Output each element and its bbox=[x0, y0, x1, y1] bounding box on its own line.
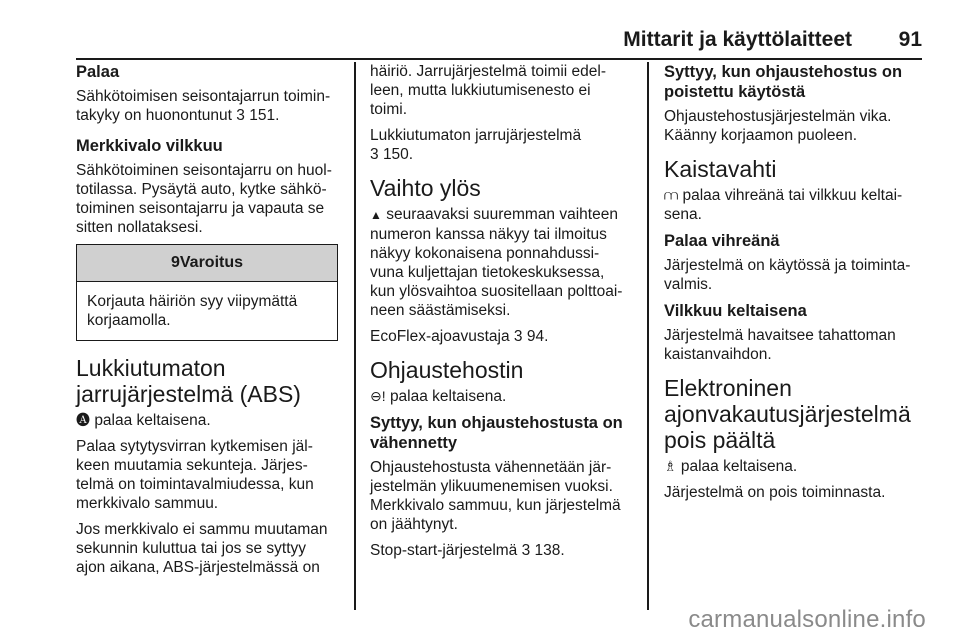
paragraph-poistettu: Ohjaustehostusjärjestelmän vika. Käänny korjaamon puoleen. bbox=[664, 108, 892, 144]
heading-syttyy-vahennetty: Syttyy, kun ohjaustehostusta on vähennetty bbox=[370, 414, 623, 452]
paragraph-palaa: Sähkötoimisen seisontajarrun toimin- takyky on huonontunut 3 151. bbox=[76, 88, 331, 124]
upshift-icon: ▲ bbox=[370, 208, 382, 222]
paragraph-esp: Järjestelmä on pois toiminnasta. bbox=[664, 484, 886, 501]
esp-off-icon: ♗ bbox=[664, 458, 677, 474]
heading-vilkkuu-keltaisena: Vilkkuu keltaisena bbox=[664, 302, 807, 320]
paragraph-ecoflex: EcoFlex-ajoavustaja 3 94. bbox=[370, 328, 549, 345]
page-ref-icon: 3 bbox=[521, 542, 531, 559]
heading-esp-off: Elektroninen ajonvakautusjärjestelmä pois päältä bbox=[664, 375, 911, 453]
heading-abs: Lukkiutumaton jarrujärjestelmä (ABS) bbox=[76, 355, 301, 407]
watermark: carmanualsonline.info bbox=[688, 606, 926, 633]
paragraph-abs-continued: häiriö. Jarrujärjestelmä toimii edel- leen, mutta lukkiutumisenesto ei toimi. bbox=[370, 63, 607, 118]
page-header bbox=[76, 26, 922, 60]
heading-palaa-vihreana: Palaa vihreänä bbox=[664, 232, 780, 250]
paragraph-esp-icon: ♗ palaa keltaisena. bbox=[664, 458, 798, 475]
paragraph-ohjaustehostin: ⊖! palaa keltaisena. bbox=[370, 388, 507, 405]
warning-icon: 9 bbox=[170, 254, 180, 271]
warning-body: Korjauta häiriön syy viipymättä korjaamolla. bbox=[87, 293, 298, 329]
page-ref-icon: 3 bbox=[236, 107, 245, 124]
paragraph-keltaisena: Järjestelmä havaitsee tahattoman kaistanvaihdon. bbox=[664, 327, 896, 363]
paragraph-vahennetty: Ohjaustehostusta vähennetään jär- jestelmän ylikuumenemisen vuoksi. Merkkivalo sammuu, kun järjestelmä on jäähtynyt. bbox=[370, 459, 621, 533]
paragraph-abs-ref: Lukkiutumaton jarrujärjestelmä 3 150. bbox=[370, 127, 582, 163]
paragraph-abs-1: Palaa sytytysvirran kytkemisen jäl- keen muutamia sekunteja. Järjes- telmä on toimintavalmiudessa, kun merkkivalo sammuu. bbox=[76, 438, 314, 512]
warning-header bbox=[77, 245, 337, 282]
warning-title: Varoitus bbox=[179, 254, 244, 271]
page-number: 91 bbox=[898, 28, 922, 51]
abs-icon: 🅐 bbox=[76, 412, 90, 428]
heading-merkkivalo: Merkkivalo vilkkuu bbox=[76, 137, 223, 155]
paragraph-abs-icon: 🅐 palaa keltaisena. bbox=[76, 412, 211, 429]
paragraph-kaistavahti: ⩋ palaa vihreänä tai vilkkuu keltai- sena. bbox=[664, 187, 903, 223]
page-header-title: Mittarit ja käyttölaitteet bbox=[623, 28, 852, 51]
column-3 bbox=[664, 62, 926, 509]
lane-assist-icon: ⩋ bbox=[664, 187, 679, 203]
paragraph-abs-2: Jos merkkivalo ei sammu muutaman sekunnin kuluttua tai jos se syttyy ajon aikana, ABS-järjestelmässä on bbox=[76, 521, 328, 576]
column-2 bbox=[370, 62, 635, 567]
heading-palaa: Palaa bbox=[76, 63, 120, 81]
paragraph-stop-start: Stop-start-järjestelmä 3 138. bbox=[370, 542, 565, 559]
warning-box bbox=[76, 244, 338, 341]
heading-kaistavahti: Kaistavahti bbox=[664, 156, 777, 182]
steering-warning-icon: ⊖! bbox=[370, 388, 386, 404]
heading-ohjaustehostin: Ohjaustehostin bbox=[370, 357, 524, 383]
page-ref-icon: 3 bbox=[370, 146, 379, 163]
heading-vaihto-ylos: Vaihto ylös bbox=[370, 175, 481, 201]
column-1 bbox=[76, 62, 338, 584]
column-divider-1 bbox=[354, 62, 356, 610]
paragraph-vihreana: Järjestelmä on käytössä ja toiminta- valmis. bbox=[664, 257, 911, 293]
paragraph-vaihto: ▲ seuraavaksi suuremman vaihteen numeron kanssa näkyy tai ilmoitus näkyy kokonaisena ponnahdussi- vuna kuljettajan tietokeskuksessa, kun ylösvaihtoa suositellaan polttoai- neen säästämiseksi. bbox=[370, 206, 623, 319]
page-ref-icon: 3 bbox=[513, 328, 523, 345]
paragraph-merkkivalo: Sähkötoiminen seisontajarru on huol- totilassa. Pysäytä auto, kytke sähkö- toiminen seisontajarru ja vapauta se sitten nollataksesi. bbox=[76, 162, 332, 236]
column-divider-2 bbox=[647, 62, 649, 610]
heading-syttyy-poistettu: Syttyy, kun ohjaustehostus on poistettu käytöstä bbox=[664, 63, 903, 101]
